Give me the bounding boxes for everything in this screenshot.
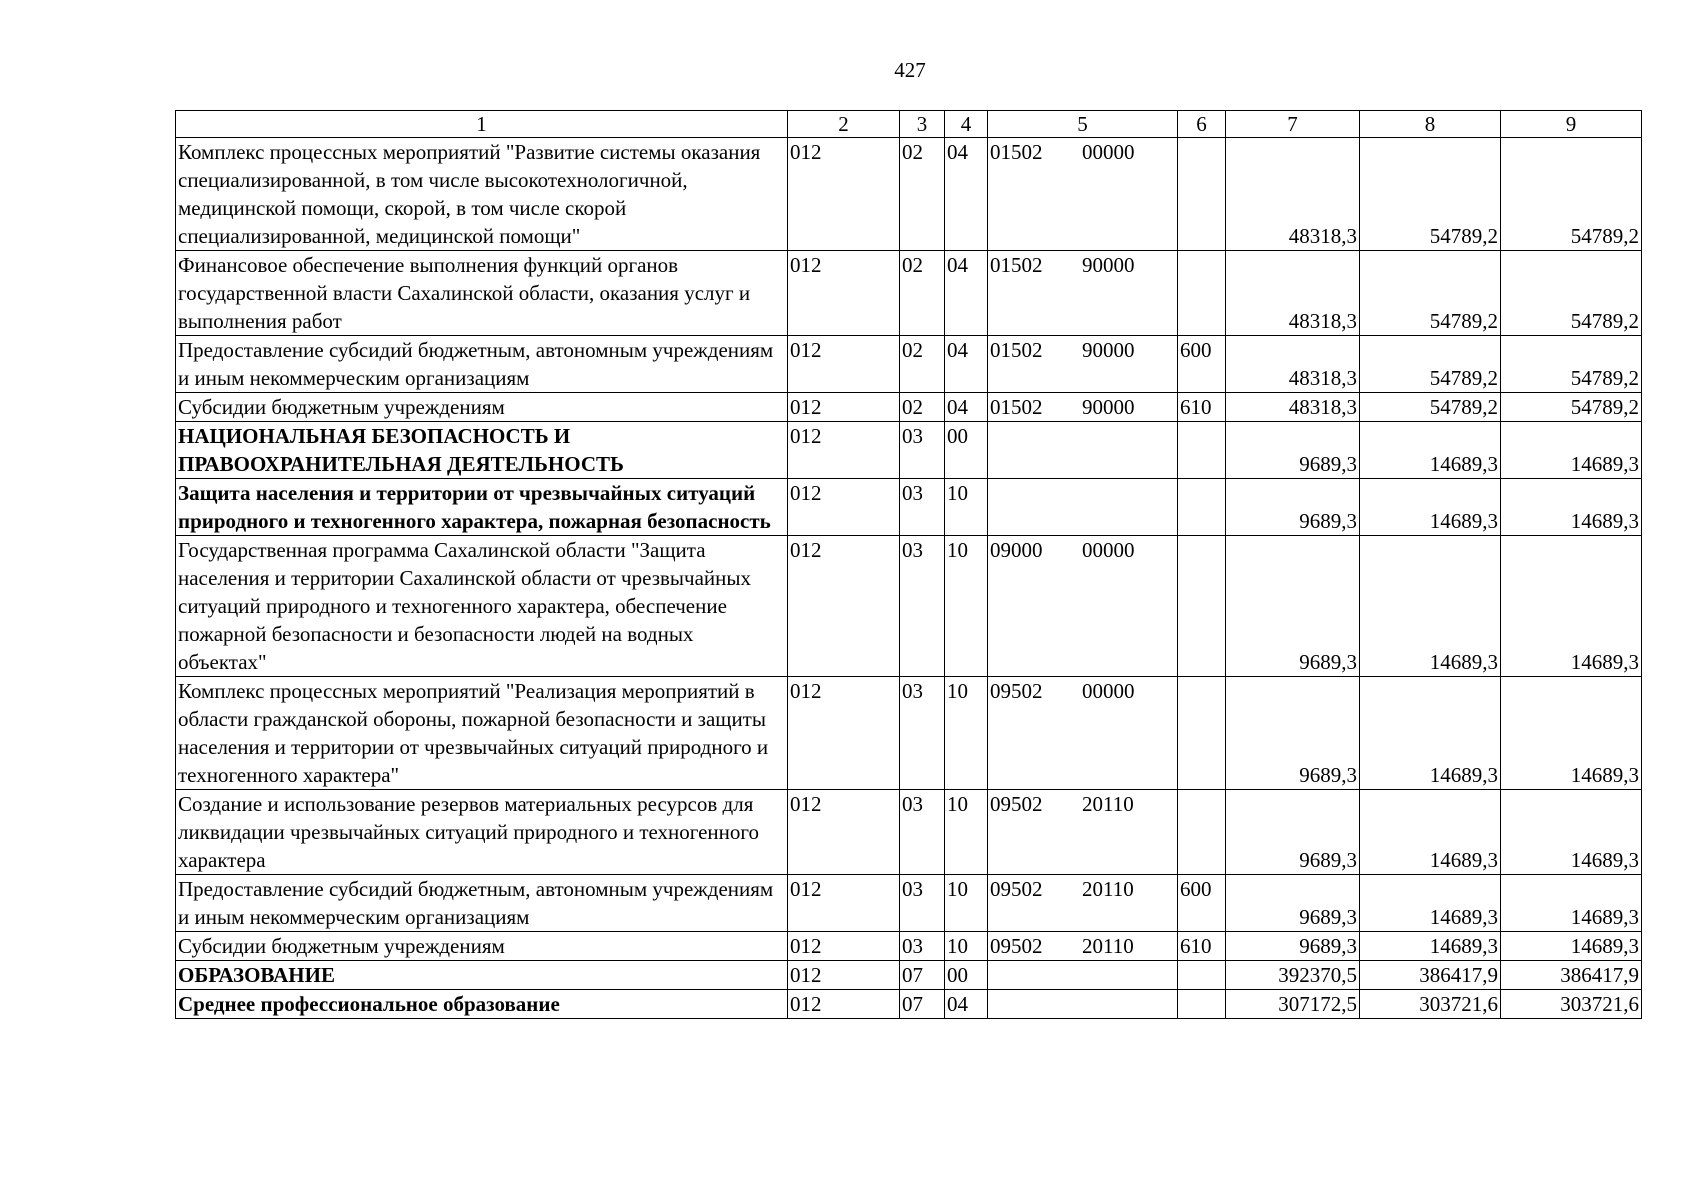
row-description: Создание и использование резервов материальных ресурсов для ликвидации чрезвычайных ситуаций природного и техногенного характера (176, 790, 788, 875)
header-col-1: 1 (176, 111, 788, 138)
ministry-code: 012 (788, 932, 900, 961)
table-row (176, 422, 1642, 479)
table-row (176, 393, 1642, 422)
target-article-direction: 20110 (1082, 792, 1134, 816)
target-article-program: 09502 (990, 877, 1043, 901)
section-code: 02 (900, 336, 945, 393)
header-col-8: 8 (1360, 111, 1501, 138)
amount-col-9: 54789,2 (1501, 251, 1642, 336)
expense-type-code (1178, 138, 1226, 251)
header-col-5: 5 (988, 111, 1178, 138)
subsection-code: 10 (945, 479, 988, 536)
row-description: Субсидии бюджетным учреждениям (176, 932, 788, 961)
row-description: Финансовое обеспечение выполнения функций органов государственной власти Сахалинской области, оказания услуг и выполнения работ (176, 251, 788, 336)
target-article-cell (988, 536, 1178, 677)
section-code: 07 (900, 961, 945, 990)
section-code: 07 (900, 990, 945, 1019)
amount-col-9: 14689,3 (1501, 479, 1642, 536)
subsection-code: 00 (945, 422, 988, 479)
section-code: 03 (900, 875, 945, 932)
amount-col-9: 303721,6 (1501, 990, 1642, 1019)
ministry-code: 012 (788, 990, 900, 1019)
target-article-program: 01502 (990, 140, 1043, 164)
amount-col-7: 307172,5 (1226, 990, 1360, 1019)
target-article-direction: 00000 (1082, 140, 1135, 164)
table-row (176, 138, 1642, 251)
table-row (176, 336, 1642, 393)
expense-type-code (1178, 422, 1226, 479)
header-col-3: 3 (900, 111, 945, 138)
ministry-code: 012 (788, 479, 900, 536)
target-article-direction: 90000 (1082, 253, 1135, 277)
amount-col-8: 14689,3 (1360, 479, 1501, 536)
section-code: 03 (900, 479, 945, 536)
amount-col-8: 14689,3 (1360, 536, 1501, 677)
amount-col-8: 14689,3 (1360, 790, 1501, 875)
subsection-code: 10 (945, 536, 988, 677)
target-article-direction: 90000 (1082, 395, 1135, 419)
target-article-program: 09502 (990, 934, 1043, 958)
amount-col-9: 54789,2 (1501, 393, 1642, 422)
ministry-code: 012 (788, 677, 900, 790)
target-article-cell (988, 932, 1178, 961)
ministry-code: 012 (788, 875, 900, 932)
row-description: Предоставление субсидий бюджетным, автономным учреждениям и иным некоммерческим организациям (176, 336, 788, 393)
amount-col-8: 54789,2 (1360, 393, 1501, 422)
expense-type-code (1178, 990, 1226, 1019)
amount-col-7: 9689,3 (1226, 677, 1360, 790)
ministry-code: 012 (788, 790, 900, 875)
amount-col-7: 9689,3 (1226, 790, 1360, 875)
subsection-code: 04 (945, 336, 988, 393)
header-col-2: 2 (788, 111, 900, 138)
target-article-cell (988, 393, 1178, 422)
row-description: Среднее профессиональное образование (176, 990, 788, 1019)
expense-type-code (1178, 251, 1226, 336)
amount-col-8: 54789,2 (1360, 138, 1501, 251)
amount-col-9: 14689,3 (1501, 932, 1642, 961)
target-article-cell (988, 336, 1178, 393)
amount-col-8: 54789,2 (1360, 336, 1501, 393)
table-row (176, 677, 1642, 790)
header-col-6: 6 (1178, 111, 1226, 138)
amount-col-8: 303721,6 (1360, 990, 1501, 1019)
amount-col-8: 14689,3 (1360, 875, 1501, 932)
section-code: 03 (900, 536, 945, 677)
table-row (176, 990, 1642, 1019)
subsection-code: 10 (945, 932, 988, 961)
expense-type-code: 600 (1178, 336, 1226, 393)
target-article-direction: 20110 (1082, 877, 1134, 901)
budget-table (175, 110, 1642, 1019)
subsection-code: 04 (945, 393, 988, 422)
header-col-9: 9 (1501, 111, 1642, 138)
ministry-code: 012 (788, 422, 900, 479)
target-article-direction: 00000 (1082, 538, 1135, 562)
ministry-code: 012 (788, 961, 900, 990)
amount-col-8: 14689,3 (1360, 677, 1501, 790)
expense-type-code (1178, 790, 1226, 875)
target-article-cell (988, 990, 1178, 1019)
header-row (176, 111, 1642, 138)
expense-type-code: 610 (1178, 932, 1226, 961)
amount-col-9: 386417,9 (1501, 961, 1642, 990)
header-col-4: 4 (945, 111, 988, 138)
subsection-code: 10 (945, 875, 988, 932)
amount-col-7: 9689,3 (1226, 479, 1360, 536)
header-col-7: 7 (1226, 111, 1360, 138)
subsection-code: 04 (945, 138, 988, 251)
amount-col-9: 14689,3 (1501, 536, 1642, 677)
expense-type-code (1178, 536, 1226, 677)
table-row (176, 536, 1642, 677)
table-row (176, 961, 1642, 990)
amount-col-7: 9689,3 (1226, 536, 1360, 677)
target-article-cell (988, 677, 1178, 790)
table-row (176, 790, 1642, 875)
subsection-code: 10 (945, 677, 988, 790)
target-article-cell (988, 422, 1178, 479)
expense-type-code: 610 (1178, 393, 1226, 422)
target-article-cell (988, 875, 1178, 932)
amount-col-9: 14689,3 (1501, 875, 1642, 932)
amount-col-7: 48318,3 (1226, 336, 1360, 393)
amount-col-9: 54789,2 (1501, 336, 1642, 393)
row-description: Предоставление субсидий бюджетным, автономным учреждениям и иным некоммерческим организациям (176, 875, 788, 932)
row-description: ОБРАЗОВАНИЕ (176, 961, 788, 990)
subsection-code: 10 (945, 790, 988, 875)
target-article-direction: 20110 (1082, 934, 1134, 958)
target-article-cell (988, 790, 1178, 875)
target-article-cell (988, 961, 1178, 990)
table-row (176, 251, 1642, 336)
subsection-code: 04 (945, 990, 988, 1019)
amount-col-7: 48318,3 (1226, 393, 1360, 422)
target-article-direction: 00000 (1082, 679, 1135, 703)
amount-col-9: 54789,2 (1501, 138, 1642, 251)
target-article-direction: 90000 (1082, 338, 1135, 362)
table-row (176, 479, 1642, 536)
target-article-program: 09502 (990, 792, 1043, 816)
target-article-program: 09000 (990, 538, 1043, 562)
row-description: Государственная программа Сахалинской области "Защита населения и территории Сахалинской области от чрезвычайных ситуаций природного и техногенного характера, обеспечение пожарной безопасности и безопасности людей на водных объектах" (176, 536, 788, 677)
subsection-code: 04 (945, 251, 988, 336)
target-article-cell (988, 479, 1178, 536)
target-article-cell (988, 251, 1178, 336)
row-description: НАЦИОНАЛЬНАЯ БЕЗОПАСНОСТЬ И ПРАВООХРАНИТЕЛЬНАЯ ДЕЯТЕЛЬНОСТЬ (176, 422, 788, 479)
section-code: 02 (900, 251, 945, 336)
target-article-cell (988, 138, 1178, 251)
page-number: 427 (894, 58, 926, 82)
expense-type-code: 600 (1178, 875, 1226, 932)
amount-col-7: 9689,3 (1226, 932, 1360, 961)
ministry-code: 012 (788, 336, 900, 393)
amount-col-9: 14689,3 (1501, 677, 1642, 790)
amount-col-8: 14689,3 (1360, 932, 1501, 961)
expense-type-code (1178, 479, 1226, 536)
target-article-program: 01502 (990, 338, 1043, 362)
target-article-program: 01502 (990, 395, 1043, 419)
ministry-code: 012 (788, 251, 900, 336)
section-code: 03 (900, 677, 945, 790)
expense-type-code (1178, 961, 1226, 990)
amount-col-8: 14689,3 (1360, 422, 1501, 479)
section-code: 03 (900, 932, 945, 961)
amount-col-7: 48318,3 (1226, 138, 1360, 251)
target-article-program: 01502 (990, 253, 1043, 277)
table-row (176, 875, 1642, 932)
amount-col-7: 9689,3 (1226, 422, 1360, 479)
section-code: 02 (900, 393, 945, 422)
target-article-program: 09502 (990, 679, 1043, 703)
table-body (176, 138, 1642, 1019)
table-row (176, 932, 1642, 961)
ministry-code: 012 (788, 536, 900, 677)
amount-col-9: 14689,3 (1501, 790, 1642, 875)
expense-type-code (1178, 677, 1226, 790)
subsection-code: 00 (945, 961, 988, 990)
ministry-code: 012 (788, 138, 900, 251)
amount-col-7: 48318,3 (1226, 251, 1360, 336)
row-description: Защита населения и территории от чрезвычайных ситуаций природного и техногенного характера, пожарная безопасность (176, 479, 788, 536)
row-description: Комплекс процессных мероприятий "Развитие системы оказания специализированной, в том числе высокотехнологичной, медицинской помощи, скорой, в том числе скорой специализированной, медицинской помощи" (176, 138, 788, 251)
amount-col-8: 386417,9 (1360, 961, 1501, 990)
amount-col-7: 392370,5 (1226, 961, 1360, 990)
row-description: Субсидии бюджетным учреждениям (176, 393, 788, 422)
section-code: 03 (900, 790, 945, 875)
amount-col-9: 14689,3 (1501, 422, 1642, 479)
row-description: Комплекс процессных мероприятий "Реализация мероприятий в области гражданской обороны, пожарной безопасности и защиты населения и территории от чрезвычайных ситуаций природного и техногенного характера" (176, 677, 788, 790)
section-code: 02 (900, 138, 945, 251)
ministry-code: 012 (788, 393, 900, 422)
section-code: 03 (900, 422, 945, 479)
amount-col-7: 9689,3 (1226, 875, 1360, 932)
amount-col-8: 54789,2 (1360, 251, 1501, 336)
